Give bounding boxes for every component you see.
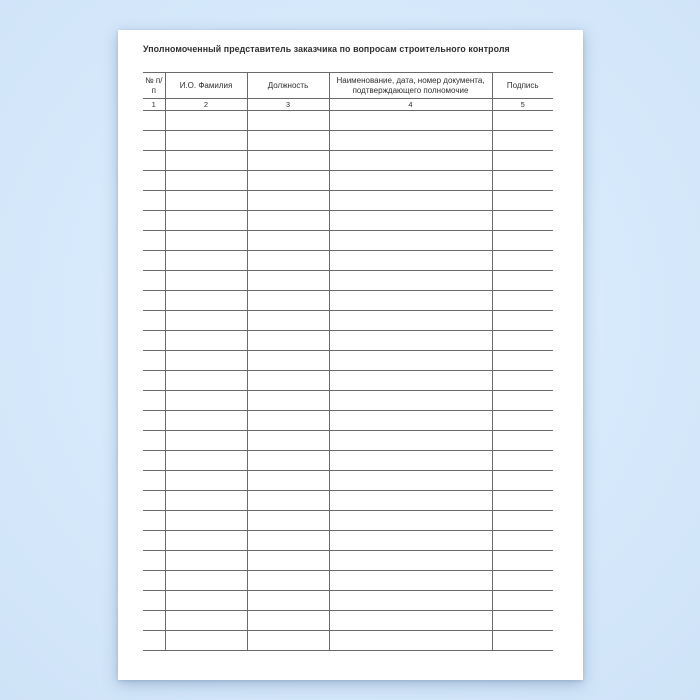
empty-cell <box>492 571 553 591</box>
empty-cell <box>247 491 329 511</box>
empty-cell <box>329 291 492 311</box>
empty-cell <box>143 151 165 171</box>
table-row <box>143 471 553 491</box>
empty-cell <box>492 431 553 451</box>
table-row <box>143 531 553 551</box>
empty-cell <box>247 551 329 571</box>
empty-cell <box>329 611 492 631</box>
empty-cell <box>165 371 247 391</box>
empty-cell <box>247 251 329 271</box>
empty-cell <box>492 591 553 611</box>
table-row <box>143 491 553 511</box>
table-row <box>143 511 553 531</box>
empty-cell <box>492 411 553 431</box>
empty-cell <box>492 511 553 531</box>
empty-cell <box>165 451 247 471</box>
table-row <box>143 171 553 191</box>
document-title: Уполномоченный представитель заказчика по вопросам строительного контроля <box>143 44 510 54</box>
table-row <box>143 571 553 591</box>
table-row <box>143 451 553 471</box>
empty-cell <box>492 151 553 171</box>
empty-cell <box>329 191 492 211</box>
empty-cell <box>165 191 247 211</box>
empty-cell <box>492 351 553 371</box>
empty-cell <box>329 531 492 551</box>
empty-cell <box>247 471 329 491</box>
empty-cell <box>165 291 247 311</box>
empty-cell <box>247 431 329 451</box>
column-number: 3 <box>247 99 329 111</box>
empty-cell <box>329 451 492 471</box>
empty-cell <box>165 531 247 551</box>
empty-cell <box>247 351 329 371</box>
empty-cell <box>492 611 553 631</box>
empty-cell <box>329 211 492 231</box>
empty-cell <box>165 311 247 331</box>
column-number: 5 <box>492 99 553 111</box>
empty-cell <box>143 131 165 151</box>
empty-cell <box>165 131 247 151</box>
table-row <box>143 151 553 171</box>
table-row <box>143 111 553 131</box>
column-number: 2 <box>165 99 247 111</box>
empty-cell <box>247 451 329 471</box>
empty-cell <box>165 231 247 251</box>
empty-cell <box>492 231 553 251</box>
table-row <box>143 291 553 311</box>
empty-cell <box>329 491 492 511</box>
empty-cell <box>143 371 165 391</box>
empty-cell <box>165 511 247 531</box>
empty-cell <box>165 211 247 231</box>
empty-cell <box>165 331 247 351</box>
empty-cell <box>247 631 329 651</box>
document-page <box>118 30 583 680</box>
empty-cell <box>492 371 553 391</box>
empty-cell <box>247 111 329 131</box>
empty-cell <box>165 471 247 491</box>
empty-cell <box>143 191 165 211</box>
empty-cell <box>247 191 329 211</box>
empty-cell <box>143 211 165 231</box>
empty-cell <box>329 311 492 331</box>
empty-cell <box>492 271 553 291</box>
empty-cell <box>143 291 165 311</box>
empty-cell <box>165 411 247 431</box>
empty-cell <box>329 511 492 531</box>
empty-cell <box>143 251 165 271</box>
empty-cell <box>165 151 247 171</box>
table-row <box>143 251 553 271</box>
empty-cell <box>143 491 165 511</box>
empty-cell <box>143 471 165 491</box>
empty-cell <box>247 211 329 231</box>
empty-cell <box>165 491 247 511</box>
authorized-representatives-table <box>143 72 553 651</box>
empty-cell <box>165 251 247 271</box>
empty-cell <box>329 111 492 131</box>
table-row <box>143 191 553 211</box>
table-row <box>143 391 553 411</box>
column-number: 1 <box>151 100 156 109</box>
empty-cell <box>329 471 492 491</box>
empty-cell <box>329 151 492 171</box>
empty-cell <box>143 631 165 651</box>
table-row <box>143 311 553 331</box>
empty-cell <box>247 291 329 311</box>
table-row <box>143 271 553 291</box>
empty-cell <box>492 251 553 271</box>
empty-cell <box>247 131 329 151</box>
empty-cell <box>329 591 492 611</box>
table-row <box>143 611 553 631</box>
empty-cell <box>165 351 247 371</box>
empty-cell <box>143 551 165 571</box>
empty-cell <box>143 311 165 331</box>
empty-cell <box>492 171 553 191</box>
column-numbering-row <box>143 99 553 111</box>
empty-cell <box>492 191 553 211</box>
empty-cell <box>329 231 492 251</box>
empty-cell <box>165 611 247 631</box>
table-row <box>143 351 553 371</box>
column-number: 4 <box>329 99 492 111</box>
empty-cell <box>492 311 553 331</box>
empty-cell <box>143 351 165 371</box>
empty-cell <box>143 331 165 351</box>
empty-cell <box>329 371 492 391</box>
table-row <box>143 431 553 451</box>
empty-cell <box>329 631 492 651</box>
empty-cell <box>165 111 247 131</box>
empty-cell <box>143 511 165 531</box>
empty-cell <box>329 251 492 271</box>
empty-cell <box>329 331 492 351</box>
empty-cell <box>247 311 329 331</box>
table-row <box>143 331 553 351</box>
column-header-signature: Подпись <box>492 73 553 99</box>
empty-cell <box>492 451 553 471</box>
column-header-document: Наименование, дата, номер документа, подтверждающего полномочие <box>329 73 492 99</box>
table-row <box>143 371 553 391</box>
empty-cell <box>329 431 492 451</box>
empty-cell <box>165 171 247 191</box>
table-row <box>143 631 553 651</box>
empty-cell <box>329 551 492 571</box>
table-body <box>143 111 553 651</box>
empty-cell <box>247 571 329 591</box>
empty-cell <box>165 391 247 411</box>
empty-cell <box>143 231 165 251</box>
empty-cell <box>143 531 165 551</box>
empty-cell <box>247 591 329 611</box>
empty-cell <box>165 591 247 611</box>
empty-cell <box>143 271 165 291</box>
empty-cell <box>143 571 165 591</box>
empty-cell <box>247 611 329 631</box>
empty-cell <box>329 571 492 591</box>
empty-cell <box>165 571 247 591</box>
empty-cell <box>492 391 553 411</box>
empty-cell <box>143 111 165 131</box>
table-row <box>143 211 553 231</box>
empty-cell <box>329 271 492 291</box>
empty-cell <box>247 171 329 191</box>
empty-cell <box>492 131 553 151</box>
table-row <box>143 551 553 571</box>
empty-cell <box>143 391 165 411</box>
table-header-row <box>143 73 553 99</box>
empty-cell <box>143 411 165 431</box>
column-header-position: Должность <box>247 73 329 99</box>
empty-cell <box>247 511 329 531</box>
empty-cell <box>143 451 165 471</box>
empty-cell <box>247 531 329 551</box>
empty-cell <box>492 551 553 571</box>
empty-cell <box>165 271 247 291</box>
empty-cell <box>329 131 492 151</box>
empty-cell <box>247 331 329 351</box>
empty-cell <box>165 551 247 571</box>
empty-cell <box>329 171 492 191</box>
column-header-number: № п/п <box>145 76 163 95</box>
empty-cell <box>247 391 329 411</box>
empty-cell <box>247 371 329 391</box>
empty-cell <box>329 411 492 431</box>
table-row <box>143 591 553 611</box>
column-header-name: И.О. Фамилия <box>165 73 247 99</box>
empty-cell <box>492 211 553 231</box>
empty-cell <box>143 431 165 451</box>
table-row <box>143 131 553 151</box>
empty-cell <box>165 431 247 451</box>
empty-cell <box>247 151 329 171</box>
empty-cell <box>165 631 247 651</box>
empty-cell <box>492 531 553 551</box>
empty-cell <box>143 591 165 611</box>
empty-cell <box>143 611 165 631</box>
empty-cell <box>492 631 553 651</box>
empty-cell <box>329 391 492 411</box>
empty-cell <box>247 411 329 431</box>
table-row <box>143 231 553 251</box>
empty-cell <box>143 171 165 191</box>
empty-cell <box>329 351 492 371</box>
empty-cell <box>247 271 329 291</box>
empty-cell <box>492 471 553 491</box>
empty-cell <box>247 231 329 251</box>
table-row <box>143 411 553 431</box>
empty-cell <box>492 331 553 351</box>
empty-cell <box>492 491 553 511</box>
empty-cell <box>492 111 553 131</box>
empty-cell <box>492 291 553 311</box>
